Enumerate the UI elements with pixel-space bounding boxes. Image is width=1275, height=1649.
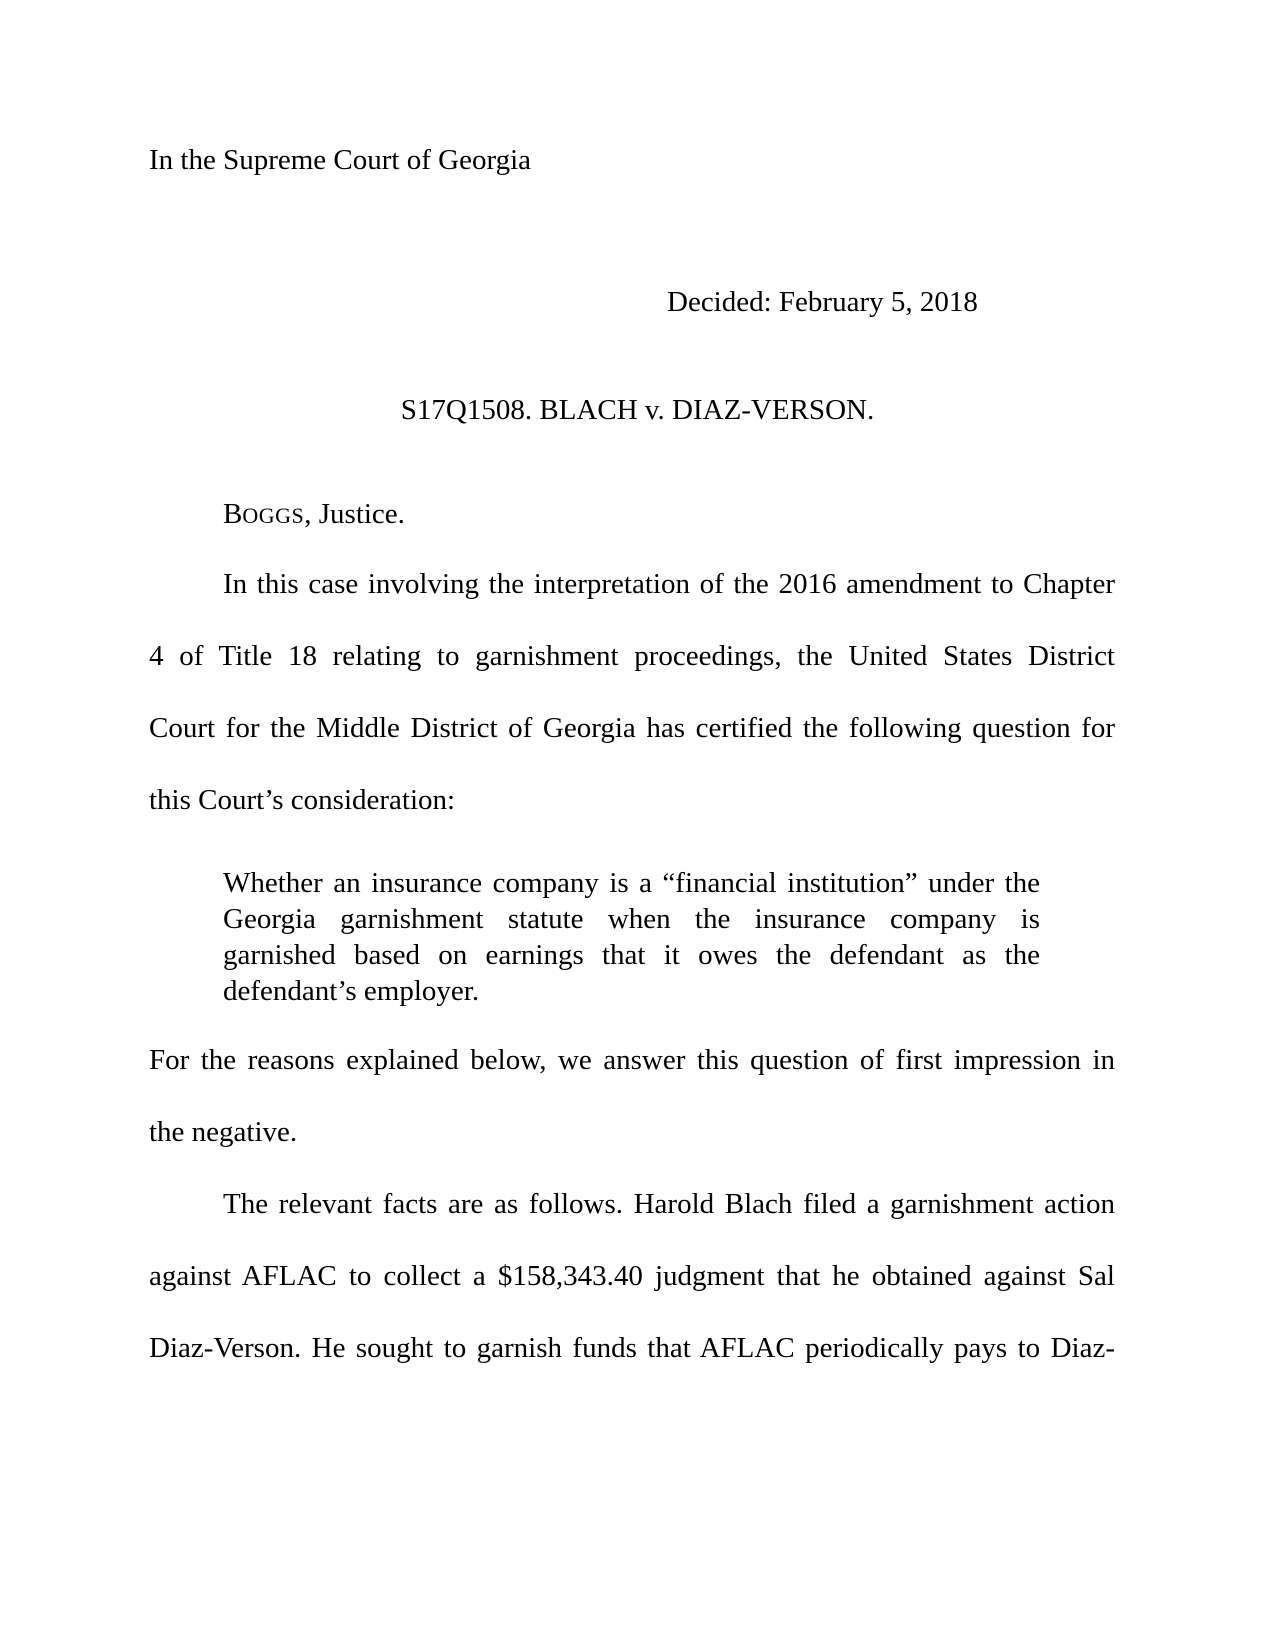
paragraph-1-line: this Court’s consideration:	[149, 784, 456, 816]
paragraph-1-line: 4 of Title 18 relating to garnishment proceedings, the United States District	[149, 640, 1115, 672]
certified-question-line: garnished based on earnings that it owes the defendant as the	[223, 939, 1040, 971]
author-name-smallcaps: OGGS	[242, 503, 305, 528]
paragraph-1-line: Court for the Middle District of Georgia has certified the following question for	[149, 712, 1115, 744]
certified-question-line: defendant’s employer.	[223, 975, 480, 1007]
decision-date: Decided: February 5, 2018	[667, 286, 978, 318]
case-title: S17Q1508. BLACH v. DIAZ-VERSON.	[400, 394, 875, 426]
paragraph-2-line: For the reasons explained below, we answer this question of first impression in	[149, 1044, 1115, 1076]
paragraph-2-line: the negative.	[149, 1116, 298, 1148]
author-initial: B	[223, 498, 243, 530]
paragraph-3-line: against AFLAC to collect a $158,343.40 judgment that he obtained against Sal	[149, 1260, 1115, 1292]
court-name: In the Supreme Court of Georgia	[149, 144, 532, 176]
paragraph-3-line: Diaz-Verson. He sought to garnish funds that AFLAC periodically pays to Diaz-	[149, 1332, 1115, 1364]
certified-question-line: Georgia garnishment statute when the insurance company is	[223, 903, 1040, 935]
author-line	[223, 500, 405, 529]
paragraph-1-line: In this case involving the interpretation of the 2016 amendment to Chapter	[223, 568, 1115, 600]
author-title: , Justice.	[304, 498, 405, 530]
certified-question-line: Whether an insurance company is a “financial institution” under the	[223, 867, 1040, 899]
paragraph-3-line: The relevant facts are as follows. Harold Blach filed a garnishment action	[223, 1188, 1115, 1220]
